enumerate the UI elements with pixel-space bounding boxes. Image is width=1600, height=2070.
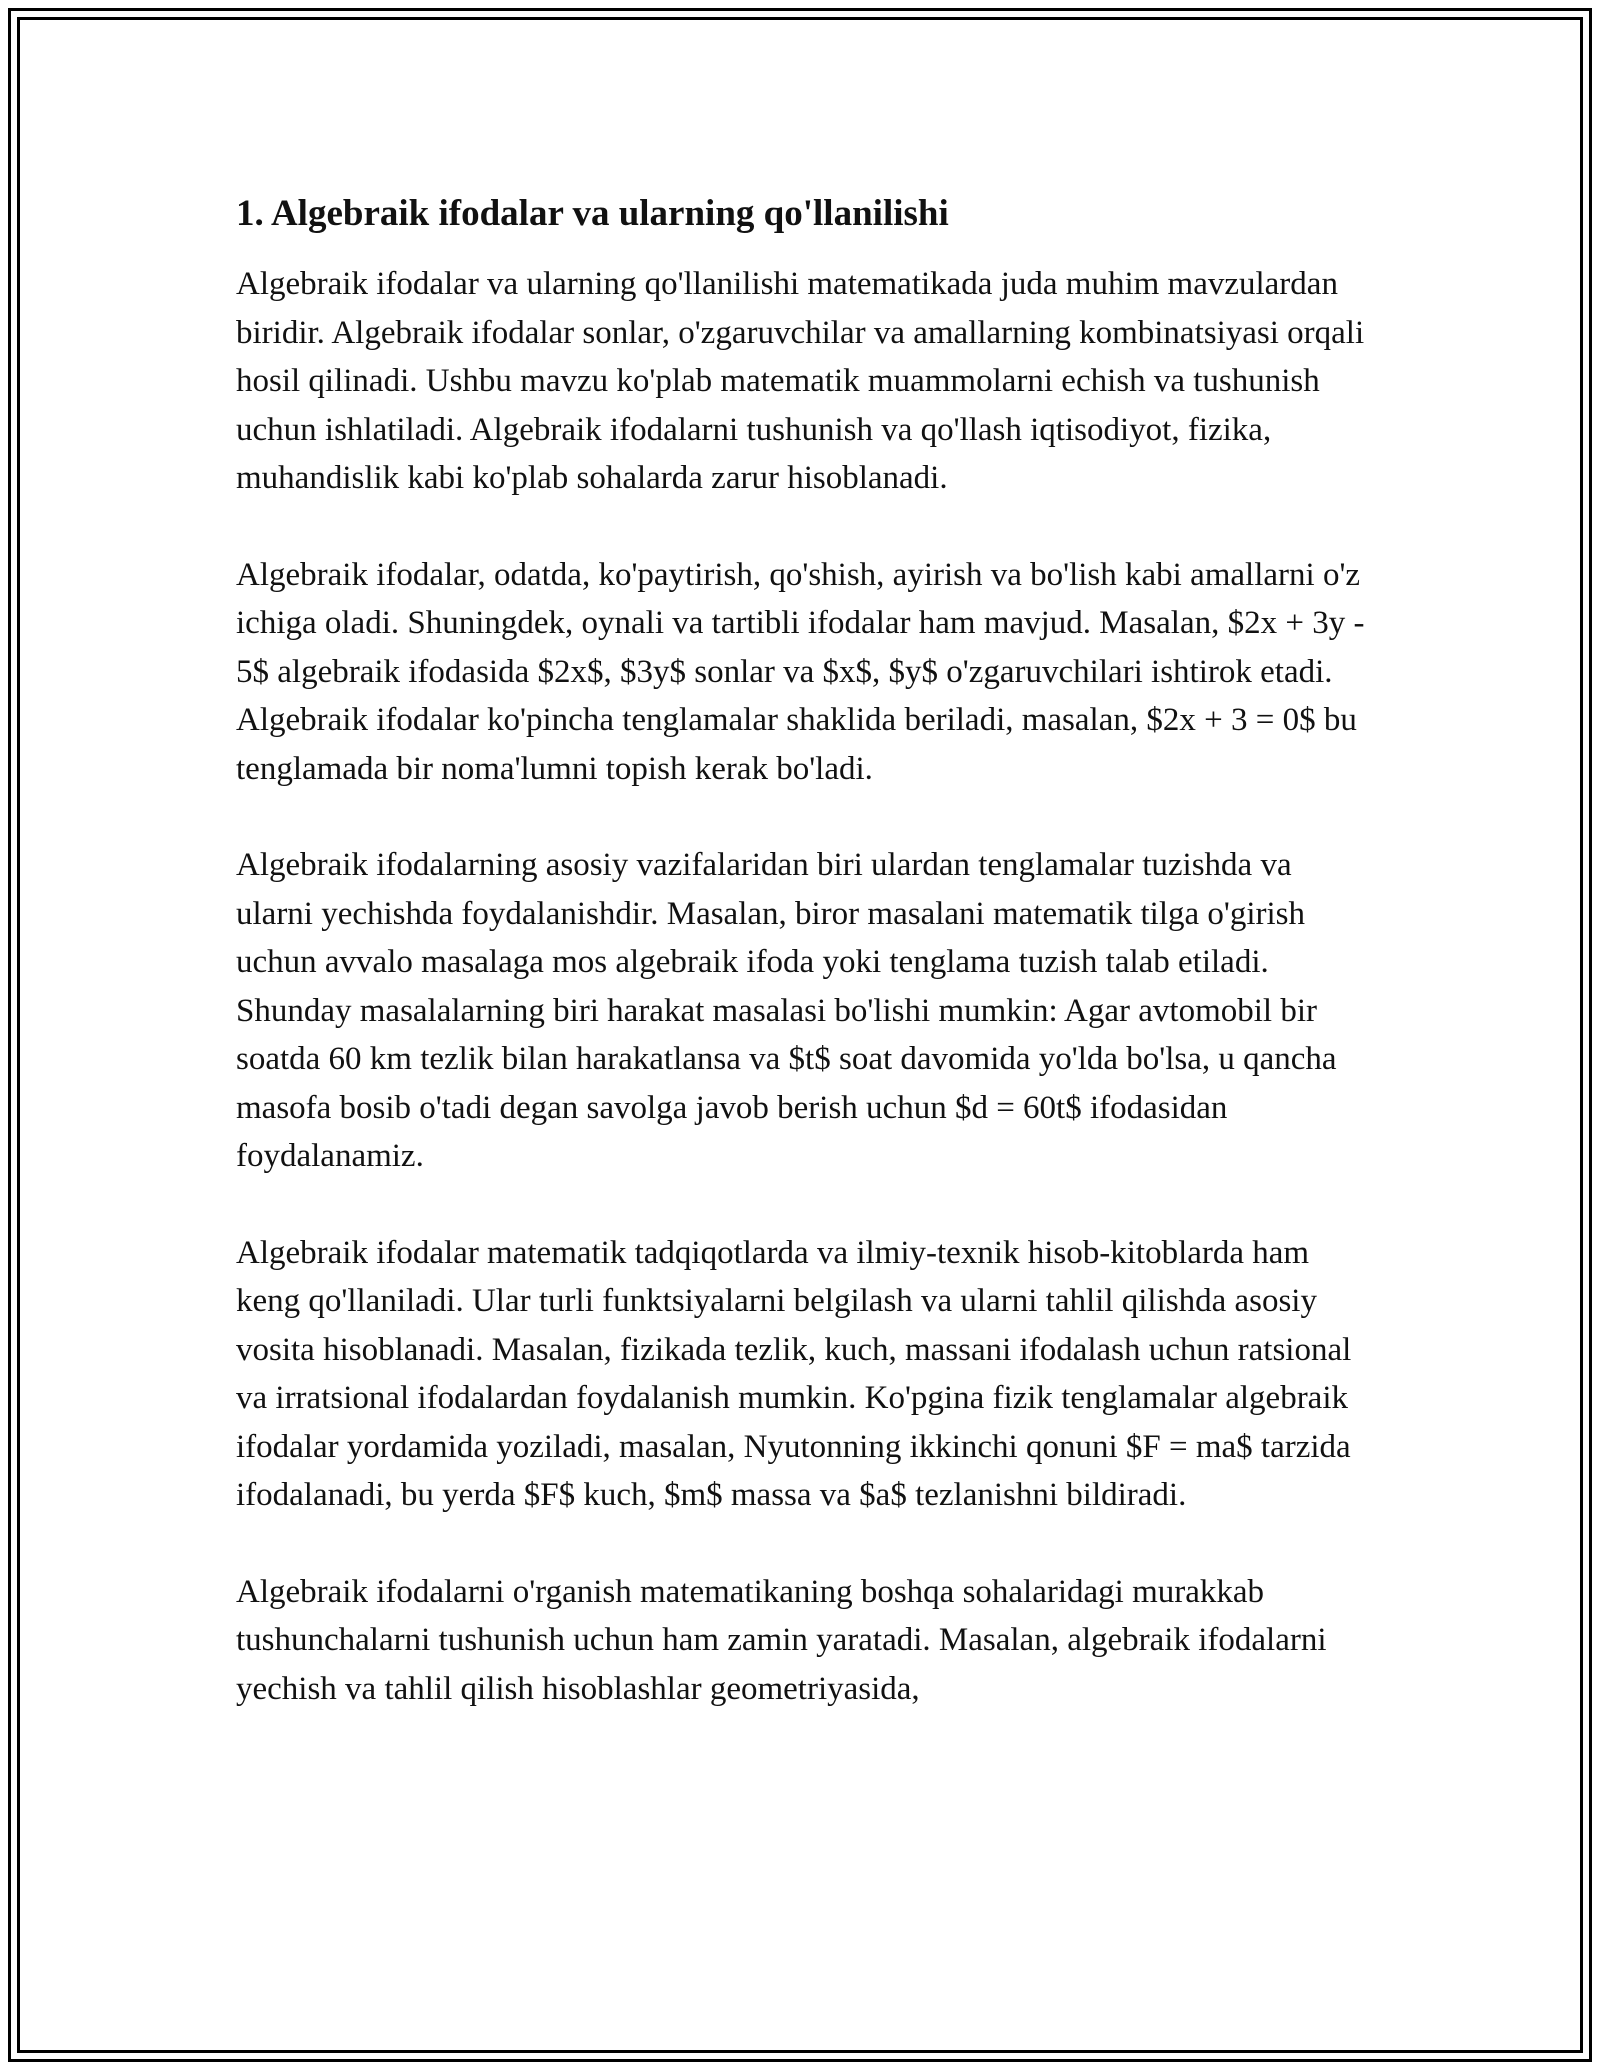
paragraph-5: Algebraik ifodalarni o'rganish matematikaning boshqa sohalaridagi murakkab tushunchalarni tushunish uchun ham zamin yaratadi. Masalan, algebraik ifodalarni yechish va tahlil qilish hisoblashlar geometriyasida, <box>236 1573 1327 1707</box>
paragraph-3: Algebraik ifodalarning asosiy vazifalaridan biri ulardan tenglamalar tuzishda va ularni yechishda foydalanishdir. Masalan, biror masalani matematik tilga o'girish uchun avvalo masalaga mos algebraik ifoda yoki tenglama tuzish talab etiladi. Shunday masalalarning biri harakat masalasi bo'lishi mumkin: Agar avtomobil bir soatda 60 km tezlik bilan harakatlansa va $t$ soat davomida yo'lda bo'lsa, u qancha masofa bosib o'tadi degan savolga javob berish uchun $d = 60t$ ifodasidan foydalanamiz. <box>236 847 1337 1174</box>
paragraph-1: Algebraik ifodalar va ularning qo'llanilishi matematikada juda muhim mavzulardan biridir. Algebraik ifodalar sonlar, o'zgaruvchilar va amallarning kombinatsiyasi orqali hosil qilinadi. Ushbu mavzu ko'plab matematik muammolarni echish va tushunish uchun ishlatiladi. Algebraik ifodalarni tushunish va qo'llash iqtisodiyot, fizika, muhandislik kabi ko'plab sohalarda zarur hisoblanadi. <box>236 266 1365 496</box>
section-heading: 1. Algebraik ifodalar va ularning qo'llanilishi <box>236 193 949 234</box>
paragraph-4: Algebraik ifodalar matematik tadqiqotlarda va ilmiy-texnik hisob-kitoblarda ham keng qo'llaniladi. Ular turli funktsiyalarni belgilash va ularni tahlil qilishda asosiy vosita hisoblanadi. Masalan, fizikada tezlik, kuch, massani ifodalash uchun ratsional va irratsional ifodalardan foydalanish mumkin. Ko'pgina fizik tenglamalar algebraik ifodalar yordamida yoziladi, masalan, Nyutonning ikkinchi qonuni $F = ma$ tarzida ifodalanadi, bu yerda $F$ kuch, $m$ massa va $a$ tezlanishni bildiradi. <box>236 1234 1352 1513</box>
paragraph-2: Algebraik ifodalar, odatda, ko'paytirish, qo'shish, ayirish va bo'lish kabi amallarni o'z ichiga oladi. Shuningdek, oynali va tartibli ifodalar ham mavjud. Masalan, $2x + 3y - 5$ algebraik ifodasida $2x$, $3y$ sonlar va $x$, $y$ o'zgaruvchilari ishtirok etadi. Algebraik ifodalar ko'pincha tenglamalar shaklida beriladi, masalan, $2x + 3 = 0$ bu tenglamada bir noma'lumni topish kerak bo'ladi. <box>236 556 1365 787</box>
document-body <box>236 190 1376 1761</box>
